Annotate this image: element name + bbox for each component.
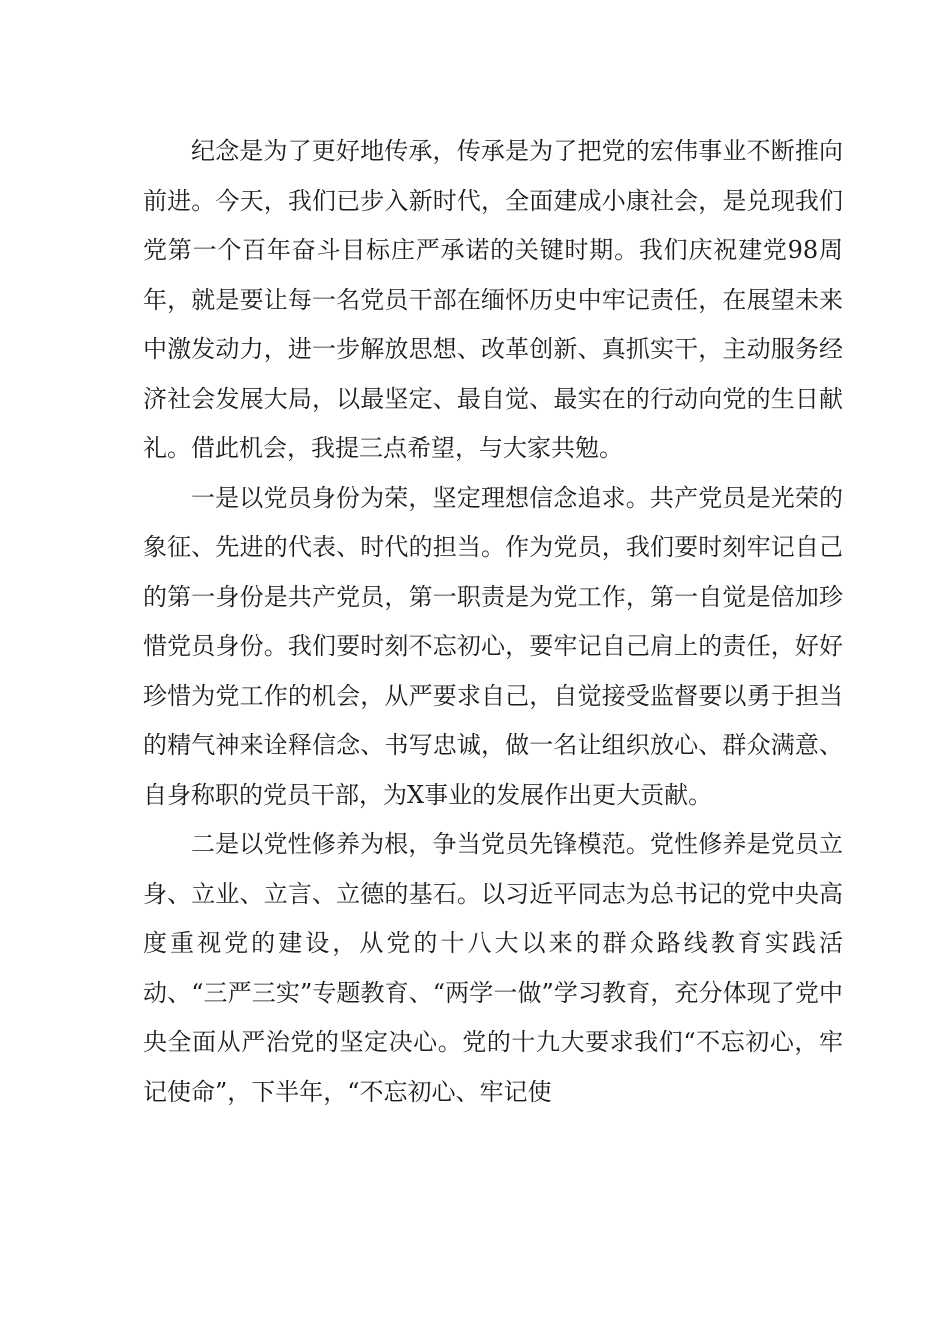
- paragraph-party-identity: 一是以党员身份为荣，坚定理想信念追求。共产党员是光荣的象征、先进的代表、时代的担当。作为党员，我们要时刻牢记自己的第一身份是共产党员，第一职责是为党工作，第一自觉是倍加珍惜党员身份。我们要时刻不忘初心，要牢记自己肩上的责任，好好珍惜为党工作的机会，从严要求自己，自觉接受监督要以勇于担当的精气神来诠释信念、书写忠诚，做一名让组织放心、群众满意、自身称职的党员干部，为X事业的发展作出更大贡献。: [143, 483, 843, 809]
- paragraph-commemoration: 纪念是为了更好地传承，传承是为了把党的宏伟事业不断推向前进。今天，我们已步入新时代，全面建成小康社会，是兑现我们党第一个百年奋斗目标庄严承诺的关键时期。我们庆祝建党98周年，就是要让每一名党员干部在缅怀历史中牢记责任，在展望未来中激发动力，进一步解放思想、改革创新、真抓实干，主动服务经济社会发展大局，以最坚定、最自觉、最实在的行动向党的生日献礼。借此机会，我提三点希望，与大家共勉。: [143, 137, 843, 462]
- document-body: [143, 127, 843, 1117]
- paragraph-party-spirit: 二是以党性修养为根，争当党员先锋模范。党性修养是党员立身、立业、立言、立德的基石。以习近平同志为总书记的党中央高度重视党的建设，从党的十八大以来的群众路线教育实践活动、“三严三实”专题教育、“两学一做”学习教育，充分体现了党中央全面从严治党的坚定决心。党的十九大要求我们“不忘初心，牢记使命”，下半年，“不忘初心、牢记使: [143, 830, 843, 1106]
